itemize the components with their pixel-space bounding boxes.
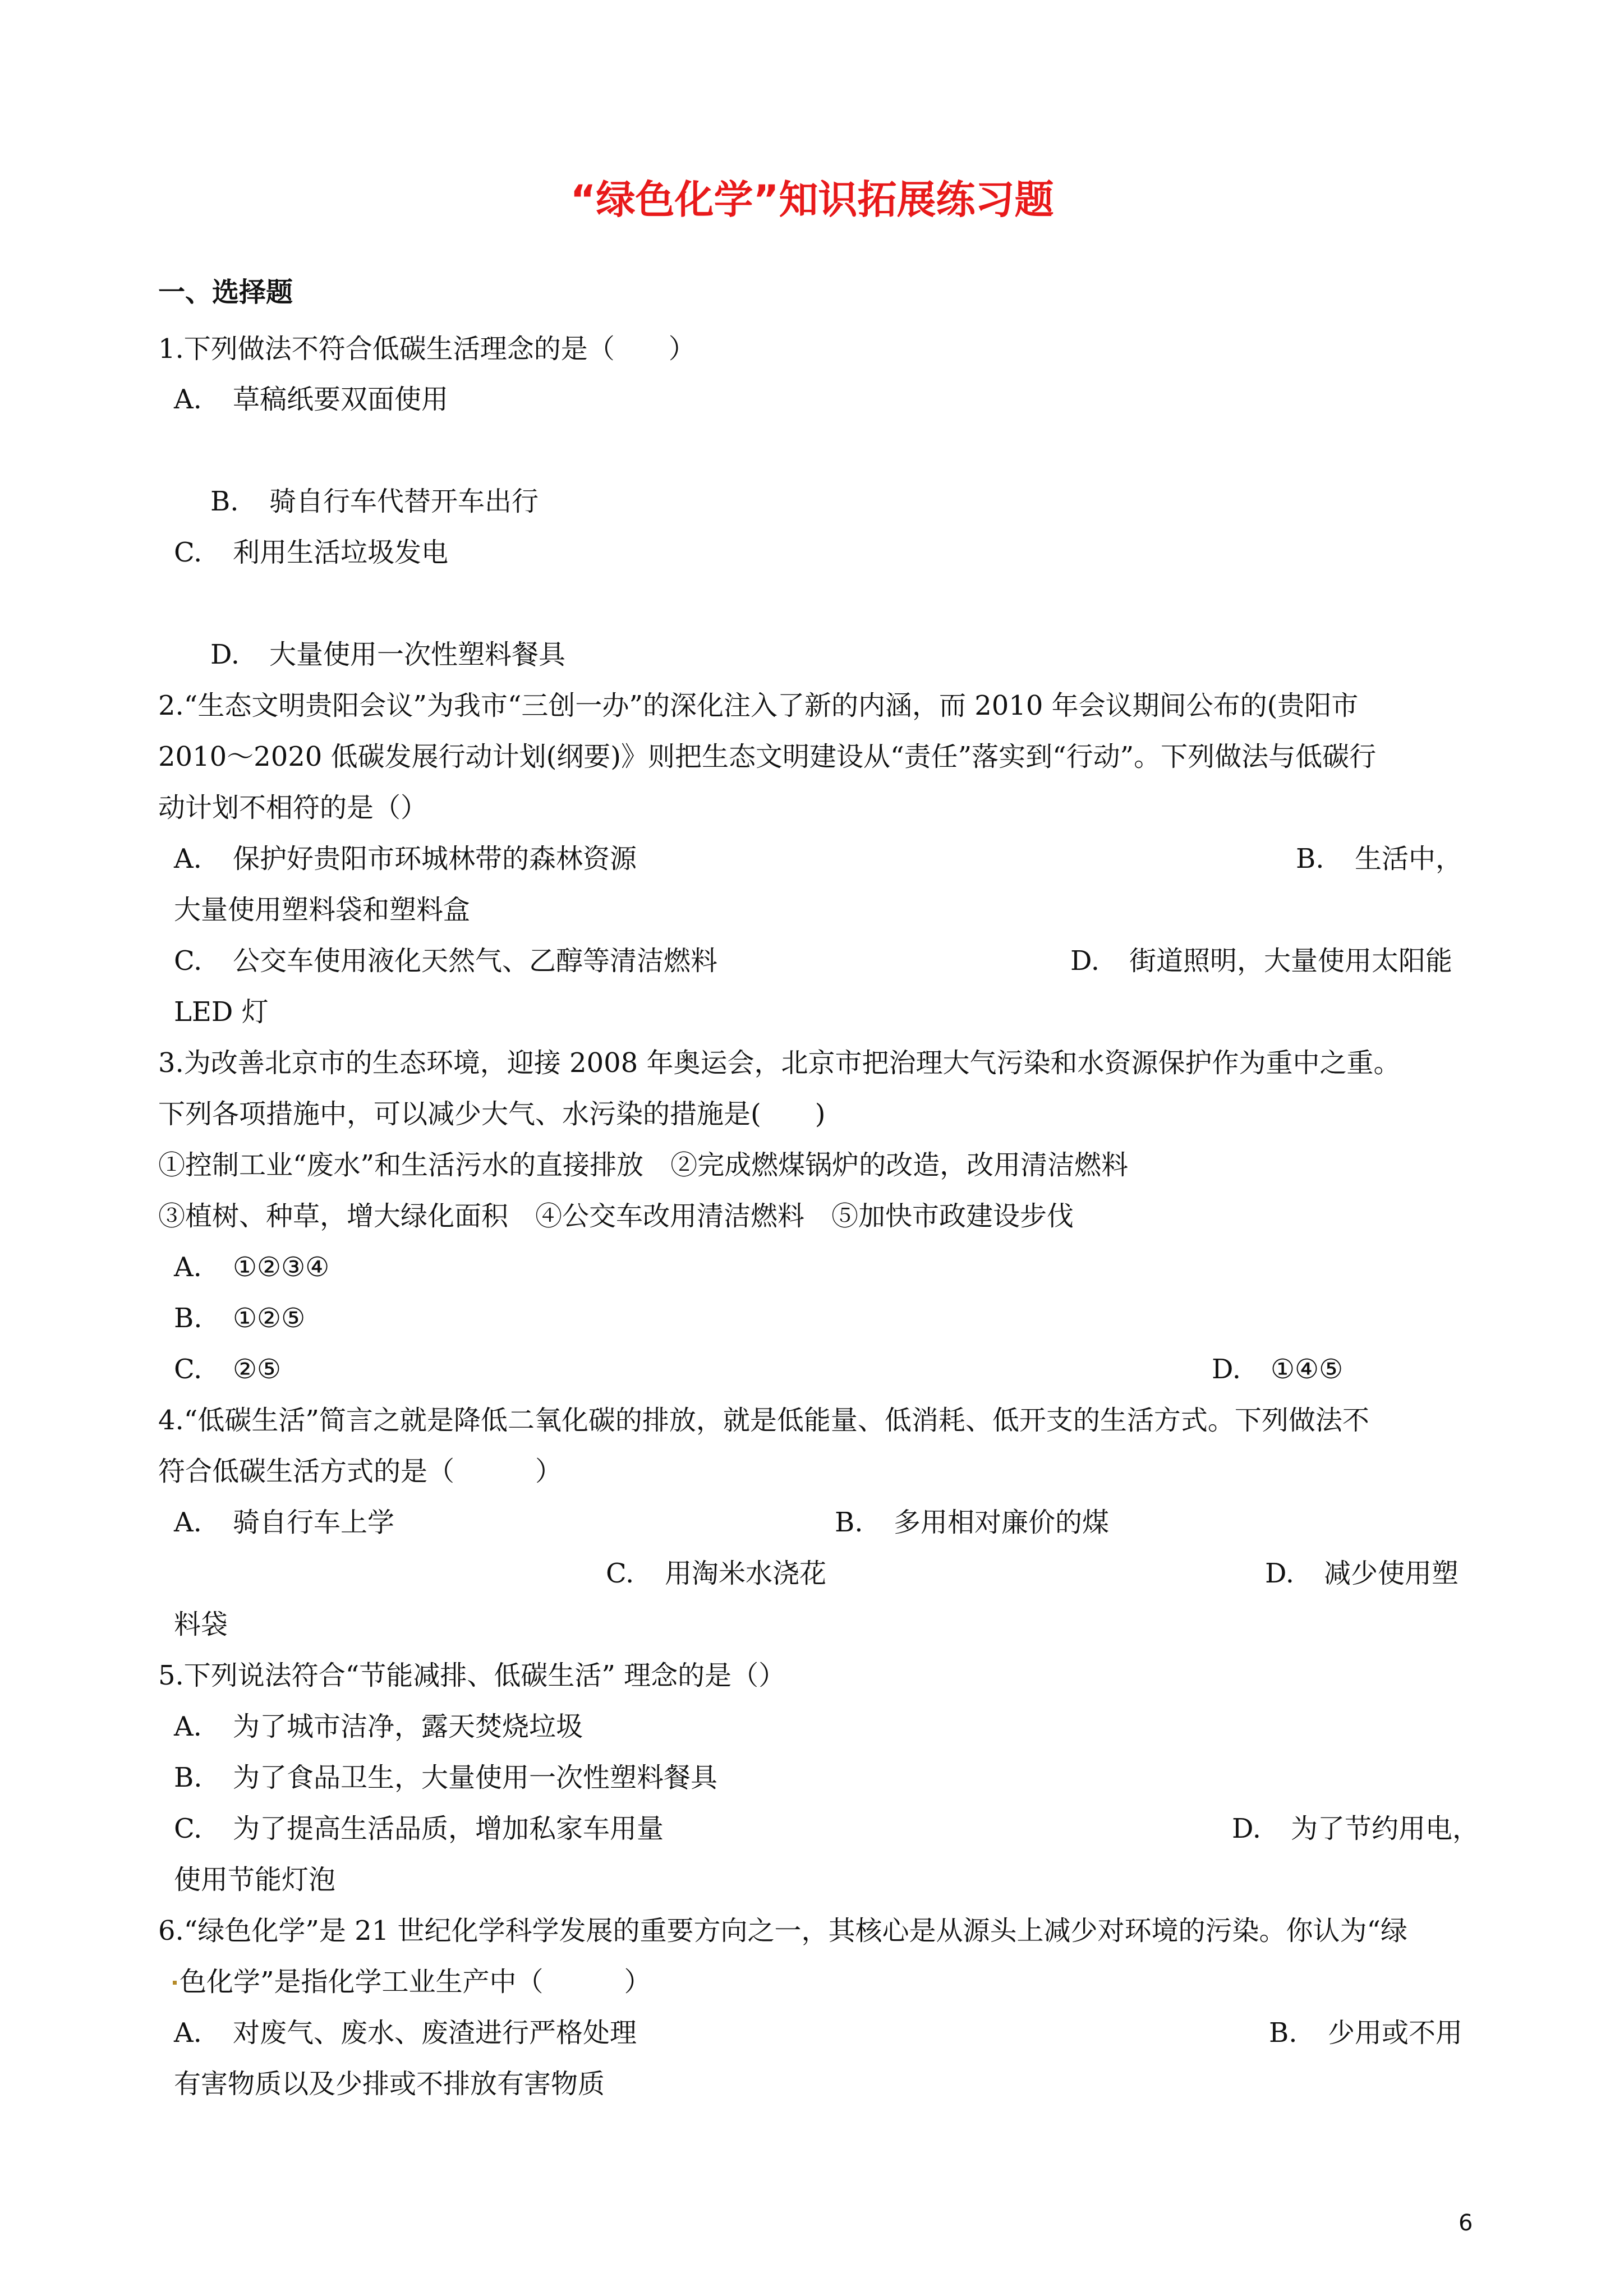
option-letter: C.	[606, 1558, 634, 1589]
option-letter: C.	[174, 537, 203, 568]
q2-option-d-cont: LED 灯	[174, 996, 269, 1028]
q5-stem: 5.下列说法符合“节能减排、低碳生活” 理念的是（）	[158, 1660, 786, 1691]
section-heading: 一、选择题	[158, 277, 293, 308]
page-number: 6	[1459, 2210, 1473, 2236]
stray-mark	[173, 1981, 177, 1985]
q4-stem-line1: 4.“低碳生活”简言之就是降低二氧化碳的排放，就是低能量、低消耗、低开支的生活方式。下列做法不	[158, 1405, 1369, 1436]
option-text: 大量使用一次性塑料餐具	[269, 639, 566, 670]
option-text: 公交车使用液化天然气、乙醇等清洁燃料	[233, 945, 718, 977]
option-letter: D.	[1212, 1354, 1241, 1385]
option-letter: B.	[210, 486, 239, 517]
option-letter: D.	[1232, 1813, 1262, 1844]
q1-option-a	[174, 383, 448, 416]
q2-stem-line2: 2010～2020 低碳发展行动计划(纲要)》则把生态文明建设从“责任”落实到“行动”。下列做法与低碳行	[158, 741, 1377, 772]
q5-option-d	[1232, 1812, 1479, 1846]
option-letter: A.	[174, 1507, 202, 1538]
q3-option-c	[174, 1352, 281, 1386]
option-text: 生活中，	[1355, 843, 1463, 875]
page-title: “绿色化学”知识拓展练习题	[570, 177, 1054, 223]
option-text: 草稿纸要双面使用	[233, 384, 449, 415]
option-letter: C.	[174, 1813, 203, 1844]
q2-option-c	[174, 944, 717, 978]
q4-option-b	[835, 1506, 1109, 1539]
q5-option-c	[174, 1812, 664, 1846]
q2-option-b-cont: 大量使用塑料袋和塑料盒	[174, 894, 471, 926]
q3-stem-line4: ③植树、种草，增大绿化面积 ④公交车改用清洁燃料 ⑤加快市政建设步伐	[158, 1200, 1074, 1232]
option-text: 骑自行车代替开车出行	[269, 486, 539, 517]
option-letter: C.	[174, 1354, 203, 1385]
option-letter: D.	[1070, 945, 1100, 977]
q1-option-d	[210, 638, 565, 671]
option-letter: A.	[174, 1251, 202, 1283]
option-text: 为了提高生活品质，增加私家车用量	[233, 1813, 664, 1844]
q6-stem-line2: 色化学”是指化学工业生产中（ ）	[180, 1966, 651, 1998]
q4-option-d-cont: 料袋	[174, 1609, 228, 1640]
q4-option-d	[1265, 1557, 1459, 1590]
option-letter: D.	[1265, 1558, 1295, 1589]
q3-option-b	[174, 1301, 305, 1335]
option-letter: A.	[174, 1711, 202, 1742]
q2-stem-line1: 2.“生态文明贵阳会议”为我市“三创一办”的深化注入了新的内涵，而 2010 年会议期间公布的(贵阳市	[158, 690, 1359, 721]
q1-option-b	[210, 485, 539, 518]
option-letter: B.	[174, 1762, 203, 1793]
q5-option-a	[174, 1710, 583, 1743]
option-text: 多用相对廉价的煤	[894, 1507, 1110, 1538]
q3-stem-line2: 下列各项措施中，可以减少大气、水污染的措施是( )	[158, 1098, 826, 1130]
q3-option-d	[1212, 1352, 1343, 1386]
option-text: 保护好贵阳市环城林带的森林资源	[233, 843, 637, 875]
option-text: 为了节约用电，	[1291, 1813, 1480, 1844]
q4-stem-line2: 符合低碳生活方式的是（ ）	[158, 1456, 563, 1487]
option-text: ②⑤	[233, 1354, 282, 1385]
option-letter: D.	[210, 639, 240, 670]
option-letter: B.	[174, 1303, 203, 1334]
q4-option-c	[606, 1557, 826, 1590]
option-text: 骑自行车上学	[233, 1507, 395, 1538]
q2-option-a	[174, 842, 637, 876]
option-letter: A.	[174, 843, 202, 875]
option-text: ①②⑤	[233, 1303, 306, 1334]
option-letter: C.	[174, 945, 203, 977]
option-text: 对废气、废水、废渣进行严格处理	[233, 2017, 637, 2049]
q5-option-b	[174, 1761, 717, 1795]
q3-option-a	[174, 1250, 329, 1284]
option-text: ①②③④	[233, 1251, 330, 1283]
q6-option-b	[1269, 2016, 1462, 2050]
option-letter: B.	[1269, 2017, 1298, 2049]
q6-option-a	[174, 2016, 637, 2050]
q4-option-a	[174, 1506, 394, 1539]
option-text: 为了城市洁净，露天焚烧垃圾	[233, 1711, 583, 1742]
option-text: 为了食品卫生，大量使用一次性塑料餐具	[233, 1762, 718, 1793]
q5-option-d-cont: 使用节能灯泡	[174, 1864, 336, 1895]
option-letter: B.	[835, 1507, 863, 1538]
option-text: ①④⑤	[1271, 1354, 1344, 1385]
option-letter: B.	[1296, 843, 1324, 875]
q3-stem-line3: ①控制工业“废水”和生活污水的直接排放 ②完成燃煤锅炉的改造，改用清洁燃料	[158, 1149, 1129, 1181]
option-text: 少用或不用	[1328, 2017, 1463, 2049]
q6-stem-line1: 6.“绿色化学”是 21 世纪化学科学发展的重要方向之一，其核心是从源头上减少对环境的污染。你认为“绿	[158, 1915, 1408, 1947]
q1-stem: 1.下列做法不符合低碳生活理念的是（ ）	[158, 333, 696, 365]
option-text: 减少使用塑	[1324, 1558, 1459, 1589]
q2-option-d	[1070, 944, 1452, 978]
q6-option-b-cont: 有害物质以及少排或不排放有害物质	[174, 2068, 605, 2100]
option-text: 用淘米水浇花	[665, 1558, 827, 1589]
q2-option-b	[1296, 842, 1462, 876]
q1-option-c	[174, 536, 448, 569]
option-text: 街道照明，大量使用太阳能	[1129, 945, 1453, 977]
option-text: 利用生活垃圾发电	[233, 537, 449, 568]
option-letter: A.	[174, 384, 202, 415]
option-letter: A.	[174, 2017, 202, 2049]
q3-stem-line1: 3.为改善北京市的生态环境，迎接 2008 年奥运会，北京市把治理大气污染和水资源保护作为重中之重。	[158, 1047, 1401, 1079]
q2-stem-line3: 动计划不相符的是（）	[158, 792, 428, 823]
